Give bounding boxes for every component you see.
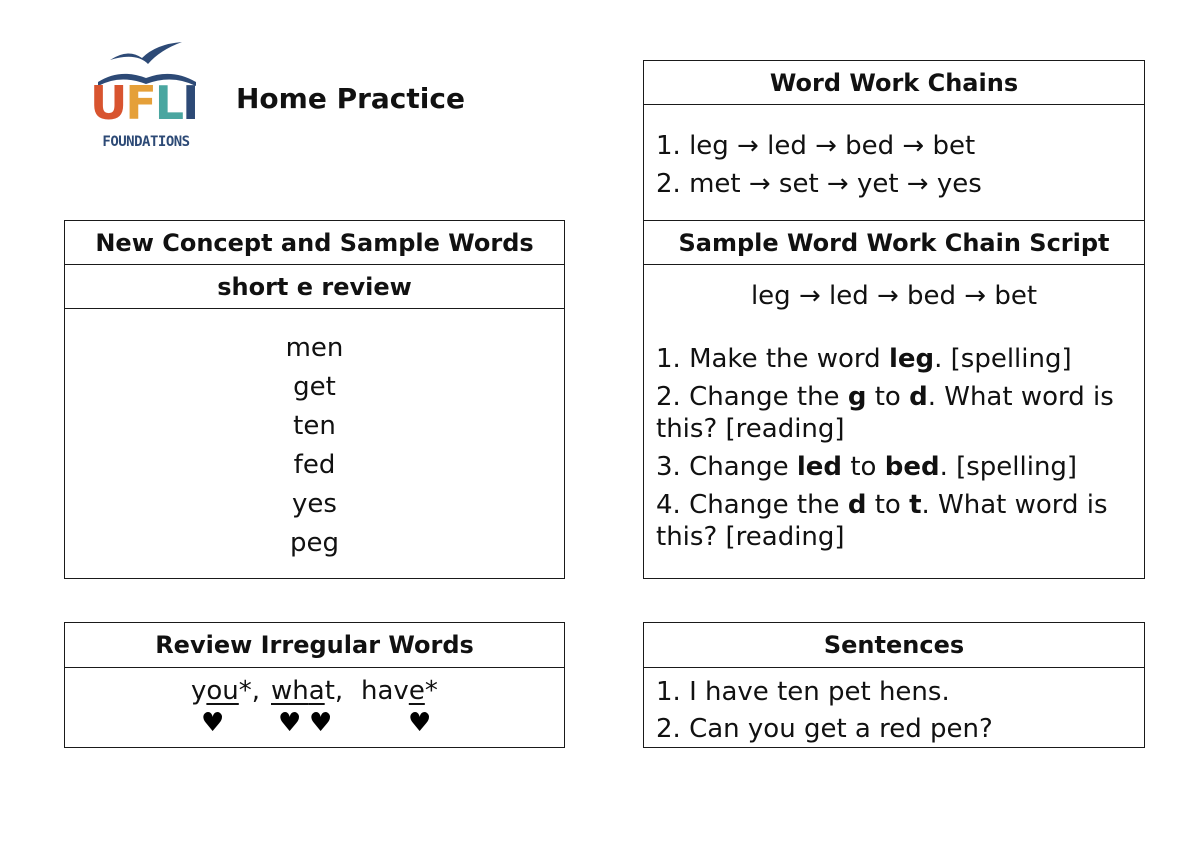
sentences-box [643,622,1145,748]
sentences-header: Sentences [644,623,1144,668]
chain-list [644,105,1144,221]
script-steps [644,311,1144,553]
sample-word: yes [292,489,337,519]
sample-words [65,309,564,563]
script-step-1: 1. Make the word leg. [spelling] [656,344,1072,374]
ufli-logo [90,38,202,158]
script-step-4: 4. Change the d to t. What word is this? [reading] [656,490,1108,552]
script-chain: leg → led → bed → bet [750,281,1038,311]
page-title: Home Practice [236,82,465,115]
heart-icon: ♥ [201,708,225,738]
sentence-item: 2. Can you get a red pen? [656,714,993,744]
sentence-list [644,668,1144,748]
irregular-words [65,668,564,748]
irregular-word-have: have* [361,676,438,706]
sentence-item: 1. I have ten pet hens. [656,677,950,707]
sample-word: peg [289,528,339,558]
chain-item: 1. leg → led → bed → bet [656,131,976,161]
heart-icon: ♥ [309,708,333,738]
irregular-words-box [64,622,565,748]
new-concept-box [64,220,565,579]
chain-item: 2. met → set → yet → yes [656,169,982,199]
irregular-header: Review Irregular Words [65,623,564,668]
script-step-3: 3. Change led to bed. [spelling] [656,452,1078,482]
logo-wordmark: U F L I [90,76,198,130]
concept-name: short e review [65,265,564,309]
new-concept-header: New Concept and Sample Words [65,221,564,265]
sample-word: men [285,333,344,363]
sample-word: get [293,372,336,402]
sample-word: fed [293,450,336,480]
logo-subtitle: FOUNDATIONS [102,134,190,150]
heart-icon: ♥ [408,708,432,738]
word-work-box [643,60,1145,579]
heart-icon: ♥ [278,708,302,738]
irregular-word-you: you*, [191,676,261,706]
sample-word: ten [293,411,336,441]
chains-header: Word Work Chains [644,61,1144,105]
script-header: Sample Word Work Chain Script [644,221,1144,265]
script-step-2: 2. Change the g to d. What word is this? [reading] [656,382,1114,444]
irregular-word-what: what, [271,676,344,706]
